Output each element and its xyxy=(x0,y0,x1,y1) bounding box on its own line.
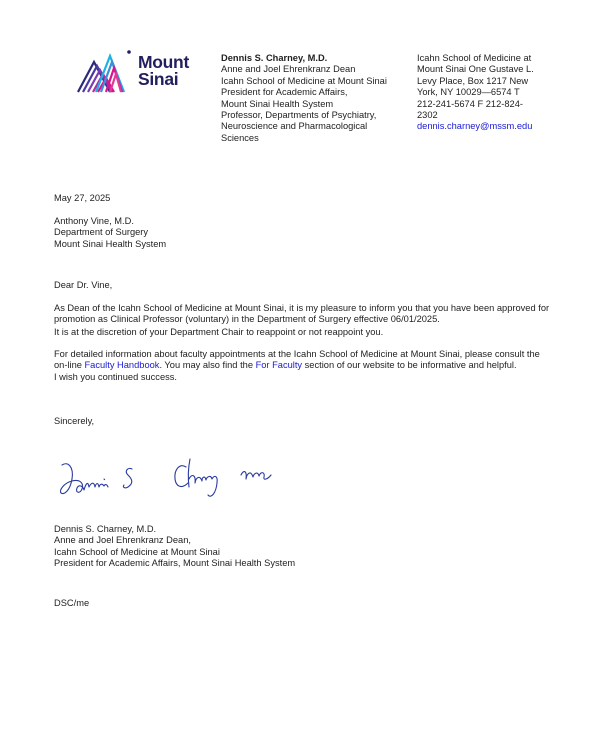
body-paragraph-3 xyxy=(54,349,550,372)
sender-title-line: President for Academic Affairs, xyxy=(221,87,348,98)
letter-date xyxy=(54,193,554,204)
salutation xyxy=(54,280,554,291)
body-paragraph-1: As Dean of the Icahn School of Medicine at Mount Sinai, it is my pleasure to inform you that you have been approved for promotion as Clinical Professor (voluntary) in the Department of Surgery effective 06/01/2025. xyxy=(54,303,550,325)
logo-wordmark xyxy=(138,54,189,88)
address-line: York, NY 10029—6574 T xyxy=(417,87,520,98)
recipient-line: Department of Surgery xyxy=(54,227,149,238)
address-line: Levy Place, Box 1217 New xyxy=(417,75,529,86)
recipient-line: Anthony Vine, M.D. xyxy=(54,216,134,226)
paragraph-3-text: . You may also find the xyxy=(159,360,256,371)
sender-name: Dennis S. Charney, M.D. xyxy=(221,53,328,63)
sender-title-line: Neuroscience and Pharmacological xyxy=(221,121,368,132)
sender-title-line: Professor, Departments of Psychiatry, xyxy=(221,110,377,121)
mount-sinai-logo xyxy=(76,46,208,94)
sender-title-line: Anne and Joel Ehrenkranz Dean xyxy=(221,64,356,75)
email-link[interactable]: dennis.charney@mssm.edu xyxy=(417,121,533,132)
logo-line-1: Mount xyxy=(138,52,189,72)
address-header xyxy=(417,53,539,133)
signer-line: Icahn School of Medicine at Mount Sinai xyxy=(54,546,220,557)
address-line: Icahn School of Medicine at xyxy=(417,53,532,63)
recipient-block xyxy=(54,216,554,250)
closing-text: Sincerely, xyxy=(54,416,95,426)
body-paragraph-2: It is at the discretion of your Department Chair to reappoint or not reappoint you. xyxy=(54,327,384,337)
sender-header xyxy=(221,53,406,144)
initials xyxy=(54,598,554,609)
for-faculty-link[interactable]: For Faculty xyxy=(255,360,303,371)
signer-line: Dennis S. Charney, M.D. xyxy=(54,524,157,534)
initials-text: DSC/me xyxy=(54,598,90,608)
closing xyxy=(54,416,554,427)
address-line: Mount Sinai One Gustave L. xyxy=(417,64,534,75)
mount-sinai-logo-mark xyxy=(76,46,136,94)
paragraph-3-text: section of our website to be informative and helpful. xyxy=(302,360,517,371)
handwritten-signature xyxy=(58,453,298,508)
sender-title-line: Icahn School of Medicine at Mount Sinai xyxy=(221,75,387,86)
sender-title-line: Sciences xyxy=(221,132,259,143)
recipient-line: Mount Sinai Health System xyxy=(54,238,167,249)
salutation-text: Dear Dr. Vine, xyxy=(54,280,113,290)
paragraph-3-text: For detailed information about faculty appointments at the Icahn School of Medicine at Mount Sinai, please consult the on-line xyxy=(54,349,540,371)
signer-block xyxy=(54,524,554,570)
body-paragraph-4: I wish you continued success. xyxy=(54,372,177,382)
address-line: 212-241-5674 F 212-824- xyxy=(417,98,523,109)
sender-title-line: Mount Sinai Health System xyxy=(221,98,334,109)
address-line: 2302 xyxy=(417,110,438,121)
signer-line: President for Academic Affairs, Mount Sinai Health System xyxy=(54,558,296,569)
logo-line-2: Sinai xyxy=(138,69,179,89)
faculty-handbook-link[interactable]: Faculty Handbook xyxy=(84,360,160,371)
date-text: May 27, 2025 xyxy=(54,193,111,203)
signer-line: Anne and Joel Ehrenkranz Dean, xyxy=(54,535,191,546)
